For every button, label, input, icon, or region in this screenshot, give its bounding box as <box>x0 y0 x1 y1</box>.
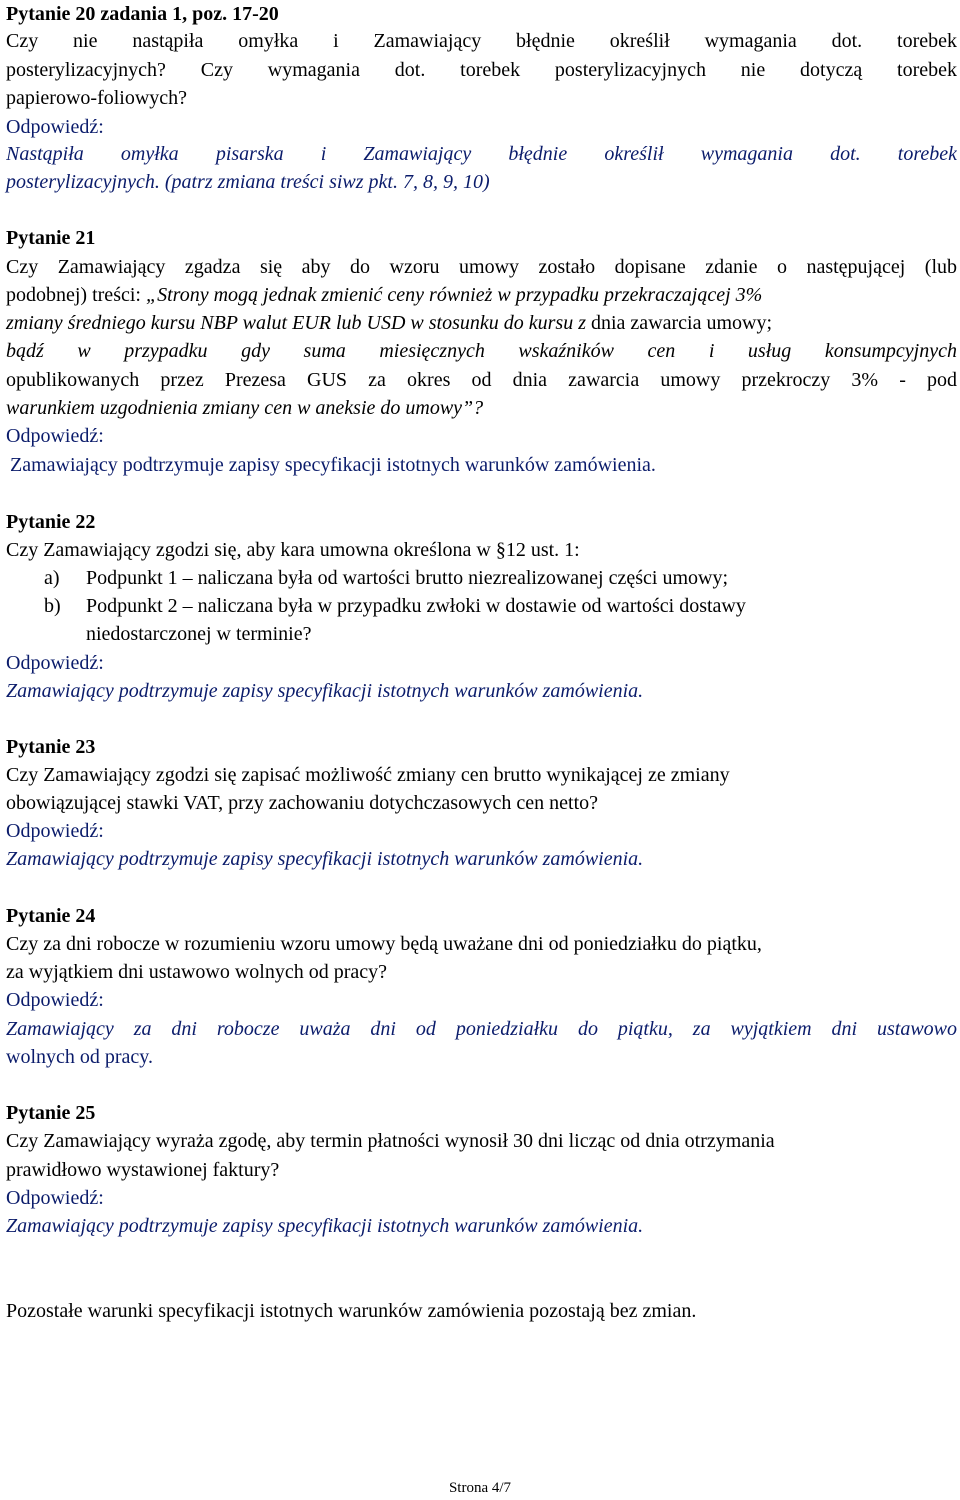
question-22-title: Pytanie 22 <box>6 511 96 533</box>
question-24-answer-line-2: wolnych od pracy. <box>6 1046 153 1068</box>
question-23-text-line-2: obowiązującej stawki VAT, przy zachowaniu dotychczasowych cen netto? <box>6 792 599 814</box>
question-21-title: Pytanie 21 <box>6 227 96 249</box>
question-21-answer-label: Odpowiedź: <box>6 425 104 447</box>
question-20-text-line-1: Czy nie nastąpiła omyłka i Zamawiający błędnie określił wymagania dot. torebek <box>6 30 957 52</box>
question-23-answer-label: Odpowiedź: <box>6 820 104 842</box>
question-22-answer: Zamawiający podtrzymuje zapisy specyfikacji istotnych warunków zamówienia. <box>6 680 644 702</box>
question-21-quote-line-3a: zmiany średniego kursu NBP walut EUR lub USD w stosunku do kursu z <box>6 312 591 334</box>
question-25-answer: Zamawiający podtrzymuje zapisy specyfikacji istotnych warunków zamówienia. <box>6 1215 644 1237</box>
question-24-title: Pytanie 24 <box>6 905 96 927</box>
question-21-text-line-5: opublikowanych przez Prezesa GUS za okres od dnia zawarcia umowy przekroczy 3% - pod <box>6 369 957 391</box>
question-24-text-line-1: Czy za dni robocze w rozumieniu wzoru umowy będą uważane dni od poniedziałku do piątku, <box>6 933 762 955</box>
question-25-answer-label: Odpowiedź: <box>6 1187 104 1209</box>
question-22-item-b-marker: b) <box>44 595 61 617</box>
closing-statement: Pozostałe warunki specyfikacji istotnych warunków zamówienia pozostają bez zmian. <box>6 1300 697 1322</box>
question-21-text-line-2 <box>6 281 957 309</box>
question-20-text-line-2: posterylizacyjnych? Czy wymagania dot. torebek posterylizacyjnych nie dotyczą torebek <box>6 59 957 81</box>
question-21-text-line-1: Czy Zamawiający zgadza się aby do wzoru umowy zostało dopisane zdanie o następującej (lub <box>6 256 957 278</box>
question-20-title: Pytanie 20 zadania 1, poz. 17-20 <box>6 3 279 25</box>
question-24-answer-line-1: Zamawiający za dni robocze uważa dni od poniedziałku do piątku, za wyjątkiem dni ustawowo <box>6 1018 957 1040</box>
question-23-answer: Zamawiający podtrzymuje zapisy specyfikacji istotnych warunków zamówienia. <box>6 848 644 870</box>
question-22-text-line-1: Czy Zamawiający zgodzi się, aby kara umowna określona w §12 ust. 1: <box>6 539 580 561</box>
question-22-answer-label: Odpowiedź: <box>6 652 104 674</box>
question-21-text-line-6: warunkiem uzgodnienia zmiany cen w aneksie do umowy”? <box>6 397 484 419</box>
question-22-item-b-line-1: Podpunkt 2 – naliczana była w przypadku zwłoki w dostawie od wartości dostawy <box>86 595 746 617</box>
question-21-quote-line-3b: dnia zawarcia umowy; <box>591 312 773 334</box>
question-20-text-line-3: papierowo-foliowych? <box>6 87 188 109</box>
question-22-item-a: Podpunkt 1 – naliczana była od wartości brutto niezrealizowanej części umowy; <box>86 567 729 589</box>
question-23-text-line-1: Czy Zamawiający zgodzi się zapisać możliwość zmiany cen brutto wynikającej ze zmiany <box>6 764 730 786</box>
question-25-text-line-1: Czy Zamawiający wyraża zgodę, aby termin płatności wynosił 30 dni licząc od dnia otrzymania <box>6 1130 775 1152</box>
question-24-text-line-2: za wyjątkiem dni ustawowo wolnych od pracy? <box>6 961 388 983</box>
page-number: Strona 4/7 <box>448 1480 512 1496</box>
question-22-item-b-line-2: niedostarczonej w terminie? <box>86 623 312 645</box>
question-25-title: Pytanie 25 <box>6 1102 96 1124</box>
question-21-text-line-3 <box>6 309 957 337</box>
question-24-answer-label: Odpowiedź: <box>6 989 104 1011</box>
question-21-text-line-4: bądź w przypadku gdy suma miesięcznych wskaźników cen i usług konsumpcyjnych <box>6 340 957 362</box>
question-21-answer-text: Zamawiający podtrzymuje zapisy specyfikacji istotnych warunków zamówienia. <box>10 454 656 476</box>
question-20-answer-label: Odpowiedź: <box>6 116 104 138</box>
question-23-title: Pytanie 23 <box>6 736 96 758</box>
question-20-answer-line-1: Nastąpiła omyłka pisarska i Zamawiający błędnie określił wymagania dot. torebek <box>6 143 957 165</box>
question-20-answer-line-2: posterylizacyjnych. (patrz zmiana treści siwz pkt. 7, 8, 9, 10) <box>6 171 490 193</box>
question-21-text-line-2-plain: podobnej) treści: <box>6 284 146 306</box>
question-21-quote-start: „Strony mogą jednak zmienić ceny również w przypadku przekraczającej 3% <box>145 284 763 306</box>
question-22-item-a-marker: a) <box>44 567 60 589</box>
question-25-text-line-2: prawidłowo wystawionej faktury? <box>6 1159 280 1181</box>
question-21-answer <box>10 451 957 479</box>
